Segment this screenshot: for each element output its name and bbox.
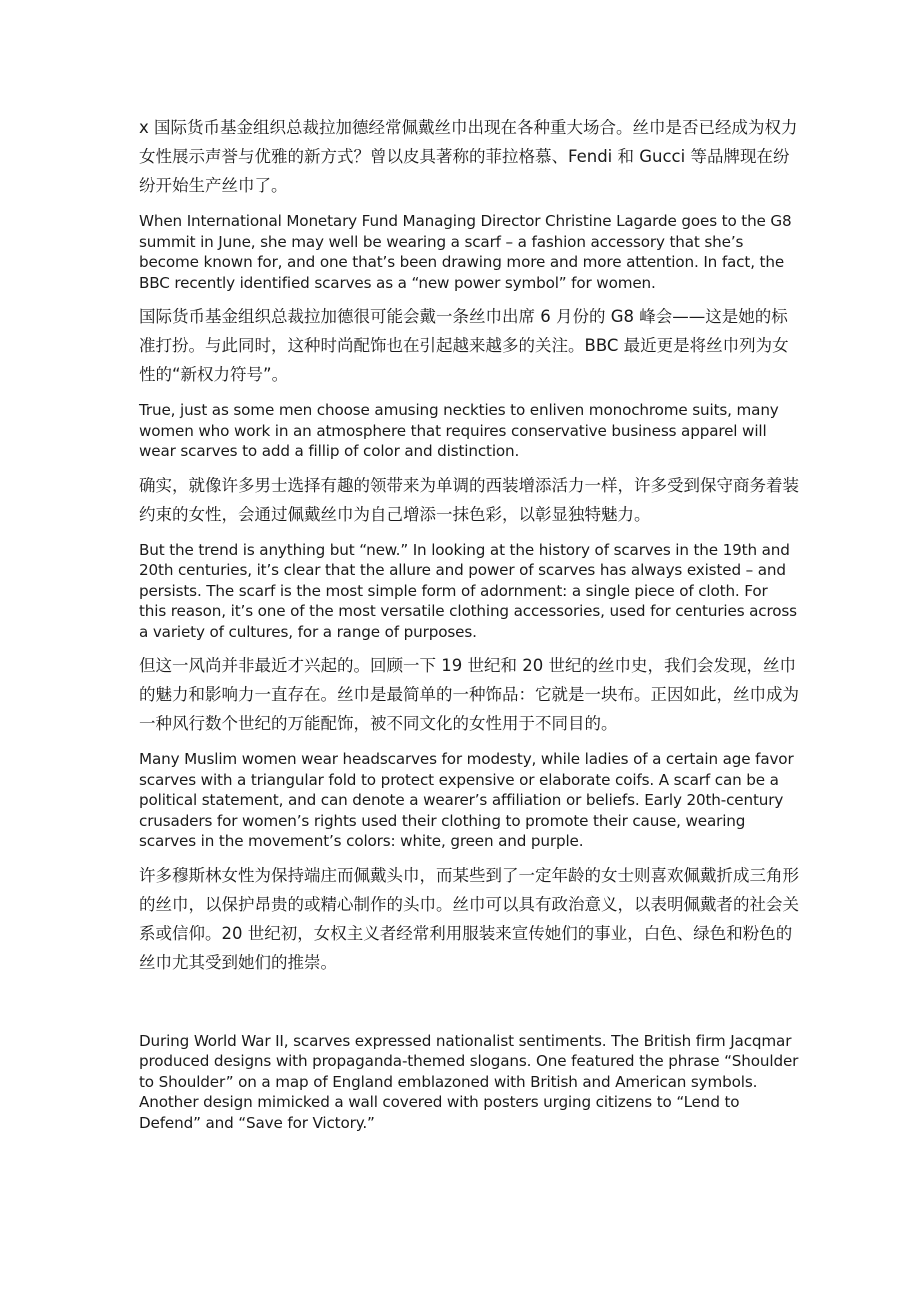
paragraph-en-2: True, just as some men choose amusing neckties to enliven monochrome suits, many women who work in an atmosphere that requires conservative business apparel will wear scarves to add a fillip of color and distinction.	[139, 401, 779, 460]
paragraph-en-1: When International Monetary Fund Managing Director Christine Lagarde goes to the G8 summit in June, she may well be wearing a scarf – a fashion accessory that she’s become known for, and one that’s been drawing more and more attention. In fact, the BBC recently identified scarves as a “new power symbol” for women.	[139, 212, 792, 292]
paragraph-spacer	[139, 977, 799, 1031]
paragraph-zh-2: 国际货币基金组织总裁拉加德很可能会戴一条丝巾出席 6 月份的 G8 峰会——这是她的标准打扮。与此同时，这种时尚配饰也在引起越来越多的关注。BBC 最近更是将丝巾列为女性的“新权力符号”。	[139, 307, 789, 384]
document-body	[139, 113, 799, 1133]
paragraph-en-4: Many Muslim women wear headscarves for modesty, while ladies of a certain age favor scarves with a triangular fold to protect expensive or elaborate coifs. A scarf can be a political statement, and can denote a wearer’s affiliation or beliefs. Early 20th-century crusaders for women’s rights used their clothing to promote their cause, wearing scarves in the movement’s colors: white, green and purple.	[139, 750, 794, 850]
paragraph-en-5: During World War II, scarves expressed nationalist sentiments. The British firm Jacqmar produced designs with propaganda-themed slogans. One featured the phrase “Shoulder to Shoulder” on a map of England emblazoned with British and American symbols. Another design mimicked a wall covered with posters urging citizens to “Lend to Defend” and “Save for Victory.”	[139, 1031, 799, 1132]
paragraph-spacer	[139, 389, 799, 400]
paragraph-zh-4: 但这一风尚并非最近才兴起的。回顾一下 19 世纪和 20 世纪的丝巾史，我们会发现，丝巾的魅力和影响力一直存在。丝巾是最简单的一种饰品：它就是一块布。正因如此，丝巾成为一种风行数个世纪的万能配饰，被不同文化的女性用于不同目的。	[139, 656, 799, 733]
paragraph-zh-1: x 国际货币基金组织总裁拉加德经常佩戴丝巾出现在各种重大场合。丝巾是否已经成为权力女性展示声誉与优雅的新方式？曾以皮具著称的菲拉格慕、Fendi 和 Gucci 等品牌现在纷纷开始生产丝巾了。	[139, 118, 798, 195]
paragraph-spacer	[139, 293, 799, 302]
paragraph-spacer	[139, 642, 799, 651]
paragraph-spacer	[139, 738, 799, 749]
paragraph-spacer	[139, 462, 799, 471]
paragraph-zh-5: 许多穆斯林女性为保持端庄而佩戴头巾，而某些到了一定年龄的女士则喜欢佩戴折成三角形的丝巾，以保护昂贵的或精心制作的头巾。丝巾可以具有政治意义，以表明佩戴者的社会关系或信仰。20 世纪初，女权主义者经常利用服装来宣传她们的事业，白色、绿色和粉色的丝巾尤其受到她们的推崇。	[139, 865, 799, 972]
paragraph-spacer	[139, 852, 799, 861]
paragraph-en-3: But the trend is anything but “new.” In looking at the history of scarves in the 19th and 20th centuries, it’s clear that the allure and power of scarves has always existed – and persists. The scarf is the most simple form of adornment: a single piece of cloth. For this reason, it’s one of the most versatile clothing accessories, used for centuries across a variety of cultures, for a range of purposes.	[139, 540, 797, 641]
paragraph-spacer	[139, 529, 799, 540]
paragraph-zh-3: 确实，就像许多男士选择有趣的领带来为单调的西装增添活力一样，许多受到保守商务着装约束的女性，会通过佩戴丝巾为自己增添一抹色彩，以彰显独特魅力。	[139, 475, 799, 524]
paragraph-spacer	[139, 200, 799, 211]
